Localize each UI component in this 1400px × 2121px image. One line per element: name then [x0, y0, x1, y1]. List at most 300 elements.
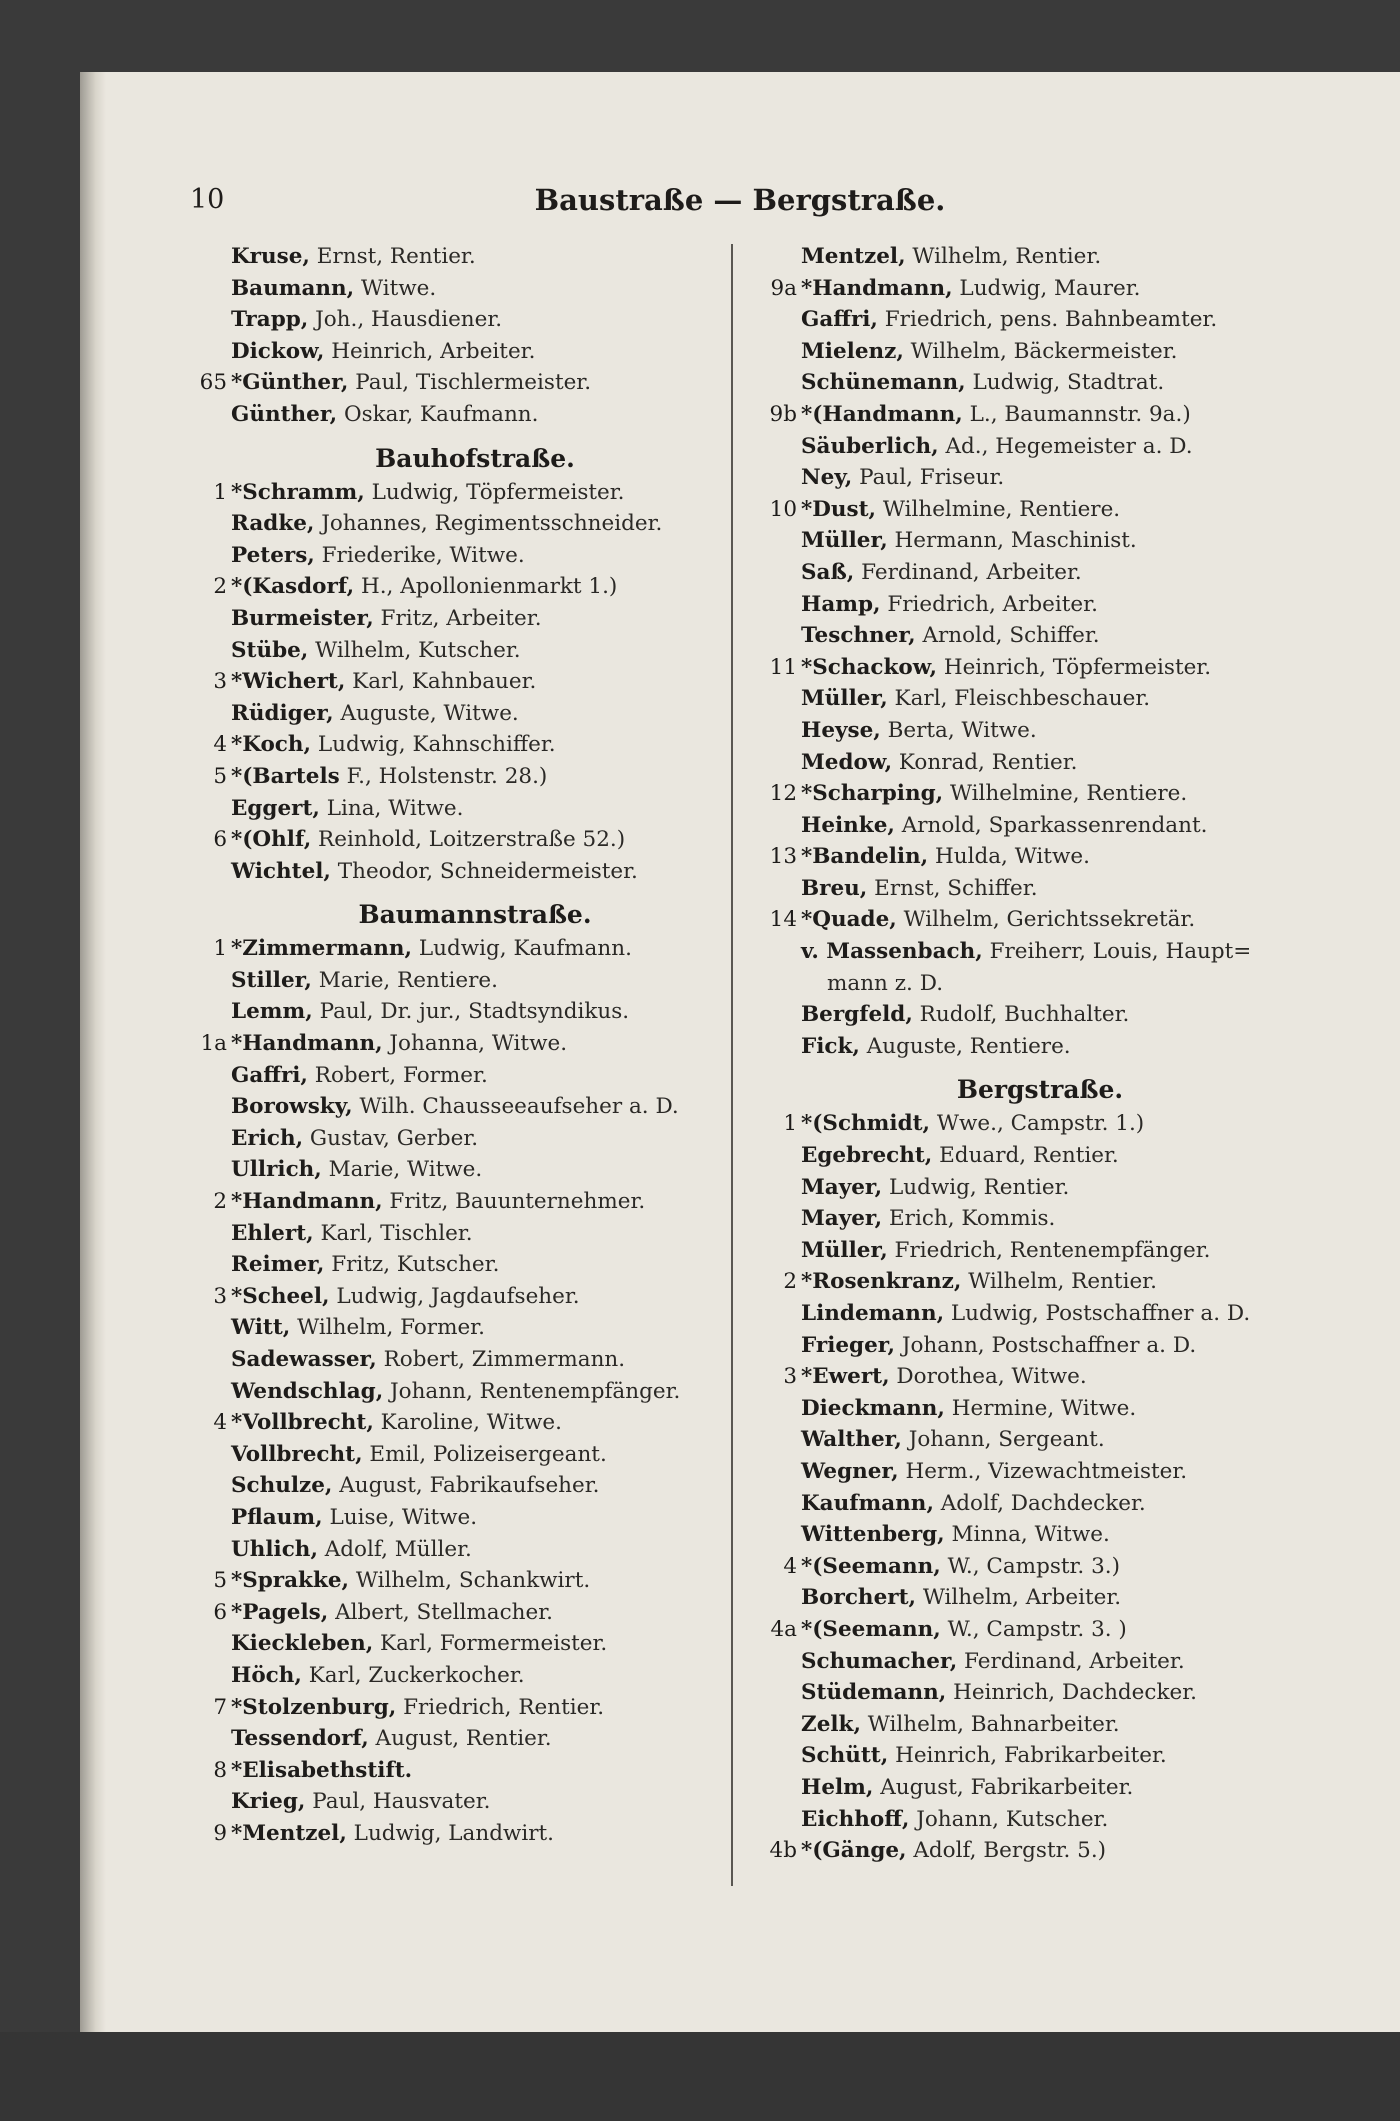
entry-text [231, 1628, 607, 1660]
resident-details: Adolf, Dachdecker. [933, 1490, 1146, 1516]
entry-text [801, 999, 1129, 1031]
resident-details: Paul, Hausvater. [305, 1789, 491, 1815]
directory-entry [745, 1772, 1285, 1804]
entry-text [801, 715, 1037, 747]
entry-text [231, 1407, 562, 1439]
entry-text [801, 652, 1211, 684]
house-number: 2 [783, 1269, 797, 1295]
directory-entry [745, 494, 1285, 526]
page-number: 10 [190, 184, 225, 215]
directory-entry [745, 683, 1285, 715]
resident-details: H., Apollonienmarkt 1.) [354, 574, 618, 600]
entry-text [231, 933, 632, 965]
directory-entry [175, 824, 725, 856]
resident-details: Johann, Kutscher. [909, 1806, 1109, 1832]
resident-name: *(Bartels [231, 763, 340, 789]
entry-text [231, 367, 591, 399]
resident-name: *Scharping, [801, 781, 944, 807]
resident-name: *(Kasdorf, [231, 574, 355, 600]
resident-name: Erich, [231, 1125, 304, 1151]
entry-text [231, 1154, 482, 1186]
resident-name: *Schramm, [231, 479, 365, 505]
directory-entry [175, 508, 725, 540]
resident-details: Wilhelm, Former. [290, 1315, 485, 1341]
directory-entry [745, 1424, 1285, 1456]
resident-name: *Koch, [231, 732, 312, 758]
directory-entry [745, 367, 1285, 399]
resident-details: Rudolf, Buchhalter. [912, 1002, 1130, 1028]
resident-name: Müller, [801, 686, 888, 712]
directory-entry [175, 1028, 725, 1060]
resident-details: Friedrich, pens. Bahnbeamter. [877, 307, 1218, 333]
resident-details: Ferdinand, Arbeiter. [957, 1648, 1185, 1674]
resident-name: Müller, [801, 528, 888, 554]
entry-text [801, 1551, 1120, 1583]
resident-name: Günther, [231, 401, 338, 427]
scan-background [0, 2032, 1400, 2121]
resident-name: *Scheel, [231, 1283, 330, 1309]
entry-text [801, 304, 1217, 336]
entry-text [801, 1488, 1146, 1520]
entry-text [801, 589, 1098, 621]
entry-text [801, 1709, 1120, 1741]
directory-entry [745, 273, 1285, 305]
resident-details: Arnold, Schiffer. [915, 623, 1100, 649]
resident-name: Walther, [801, 1427, 902, 1453]
entry-text [801, 1835, 1106, 1867]
directory-entry [745, 557, 1285, 589]
resident-details: Auguste, Witwe. [333, 700, 519, 726]
resident-name: *Zimmermann, [231, 936, 413, 962]
street-heading: Bergstraße. [956, 1075, 1124, 1105]
directory-entry [745, 1266, 1285, 1298]
page-binding-edge [80, 72, 106, 2032]
entry-text [801, 1646, 1185, 1678]
resident-name: Radke, [231, 511, 315, 537]
running-title: Baustraße — Bergstraße. [534, 183, 946, 217]
resident-name: *(Handmann, [801, 401, 963, 427]
resident-details: Wilhelm, Rentier. [905, 244, 1102, 269]
directory-entry [745, 1646, 1285, 1678]
directory-entry [175, 273, 725, 305]
resident-details: Wilhelm, Schankwirt. [349, 1568, 591, 1594]
directory-entry [745, 336, 1285, 368]
directory-entry [745, 715, 1285, 747]
directory-entry [745, 1551, 1285, 1583]
resident-details: Fritz, Bauunternehmer. [382, 1189, 646, 1215]
directory-entry [745, 1519, 1285, 1551]
resident-name: Helm, [801, 1774, 874, 1800]
directory-entry [745, 904, 1285, 936]
entry-text [231, 603, 542, 635]
resident-name: *Wichert, [231, 669, 346, 695]
directory-entry [745, 778, 1285, 810]
directory-entry [175, 571, 725, 603]
entry-text [231, 965, 498, 997]
house-number: 13 [769, 844, 797, 870]
resident-name: Peters, [231, 542, 315, 568]
house-number: 7 [213, 1694, 227, 1720]
resident-details: Ferdinand, Arbeiter. [854, 559, 1082, 585]
resident-name: Kruse, [231, 244, 310, 269]
entry-text [231, 1123, 478, 1155]
resident-name: Tessendorf, [231, 1726, 369, 1752]
directory-entry [745, 241, 1285, 273]
directory-entry [175, 666, 725, 698]
directory-entry [175, 698, 725, 730]
resident-name: *Handmann, [231, 1189, 383, 1215]
resident-details: Heinrich, Dachdecker. [946, 1680, 1197, 1706]
resident-name: Schütt, [801, 1743, 889, 1769]
page-header [0, 180, 1400, 220]
directory-entry [175, 1786, 725, 1818]
resident-name: Krieg, [231, 1789, 306, 1815]
resident-details: Friedrich, Rentier. [396, 1694, 605, 1720]
directory-entry [175, 1344, 725, 1376]
resident-details: Robert, Former. [307, 1062, 488, 1088]
entry-text [231, 1565, 590, 1597]
resident-details: Robert, Zimmermann. [376, 1347, 626, 1372]
resident-name: Reimer, [231, 1252, 325, 1278]
house-number: 9 [213, 1820, 227, 1846]
house-number: 14 [769, 907, 797, 933]
house-number: 4 [213, 1410, 227, 1436]
resident-name: Mayer, [801, 1174, 883, 1200]
right-column [745, 241, 1285, 1867]
resident-name: Fick, [801, 1033, 860, 1059]
entry-text [801, 1330, 1196, 1362]
resident-details: Ludwig, Jagdaufseher. [329, 1283, 580, 1309]
resident-name: Schünemann, [801, 370, 966, 396]
resident-name: Trapp, [231, 307, 309, 333]
entry-text [231, 996, 629, 1028]
directory-entry [745, 1172, 1285, 1204]
resident-name: Ehlert, [231, 1220, 314, 1246]
house-number: 9a [770, 275, 797, 301]
resident-name: Stiller, [231, 967, 312, 993]
resident-details: Ludwig, Kaufmann. [412, 936, 632, 962]
entry-text [801, 1172, 1069, 1204]
directory-entry [175, 540, 725, 572]
resident-details: W., Campstr. 3. ) [940, 1616, 1127, 1642]
directory-entry [175, 1218, 725, 1250]
column-divider [731, 244, 733, 1886]
resident-details: Karl, Fleischbeschauer. [887, 686, 1151, 712]
resident-name: Ullrich, [231, 1157, 322, 1183]
resident-name: *(Seemann, [801, 1553, 941, 1579]
entry-text [801, 494, 1120, 526]
directory-entry [175, 1692, 725, 1724]
entry-text [231, 508, 662, 540]
resident-name: Dickow, [231, 338, 325, 364]
resident-name: *Vollbrecht, [231, 1410, 374, 1436]
directory-entry [175, 761, 725, 793]
entry-text [231, 540, 525, 572]
resident-details: Minna, Witwe. [944, 1522, 1110, 1548]
resident-name: Stüdemann, [801, 1680, 947, 1706]
entry-text [231, 273, 436, 305]
entry-text [801, 1108, 1144, 1140]
directory-entry [745, 1740, 1285, 1772]
resident-details: Marie, Witwe. [321, 1157, 483, 1183]
resident-details: Witwe. [354, 275, 437, 301]
resident-name: Baumann, [231, 275, 355, 301]
resident-details: Eduard, Rentier. [932, 1143, 1119, 1169]
directory-entry [745, 1835, 1285, 1867]
entry-text [231, 1597, 553, 1629]
house-number: 1 [213, 479, 227, 505]
resident-details: Luise, Witwe. [322, 1504, 478, 1530]
directory-entry [175, 1281, 725, 1313]
directory-entry [745, 1203, 1285, 1235]
directory-entry [175, 399, 725, 431]
resident-details: Emil, Polizeisergeant. [362, 1441, 607, 1467]
directory-entry [745, 1330, 1285, 1362]
entry-text [231, 1534, 472, 1566]
directory-entry [175, 793, 725, 825]
entry-text [801, 1772, 1133, 1804]
resident-details: F., Holstenstr. 28.) [339, 763, 548, 789]
directory-entry [175, 1186, 725, 1218]
directory-entry [175, 304, 725, 336]
resident-name: Mentzel, [801, 244, 906, 269]
entry-text [231, 1786, 490, 1818]
entry-text [231, 304, 502, 336]
directory-entry [175, 1470, 725, 1502]
directory-entry [745, 841, 1285, 873]
resident-details: Wilhelm, Gerichtssekretär. [896, 907, 1196, 933]
entry-text [231, 336, 535, 368]
entry-text [801, 1266, 1157, 1298]
resident-name: Vollbrecht, [231, 1441, 363, 1467]
resident-details: Paul, Tischlermeister. [348, 370, 592, 396]
entry-continuation [745, 968, 1285, 1000]
entry-text [231, 666, 536, 698]
entry-text [801, 1424, 1105, 1456]
directory-entry [745, 747, 1285, 779]
left-column [175, 241, 725, 1850]
directory-entry [745, 1614, 1285, 1646]
resident-name: *(Seemann, [801, 1616, 941, 1642]
resident-name: Witt, [231, 1315, 291, 1341]
entry-text [231, 1344, 625, 1376]
entry-text [801, 336, 1177, 368]
entry-text [231, 1028, 567, 1060]
resident-details: Ludwig, Rentier. [882, 1174, 1070, 1200]
resident-details: Johann, Rentenempfänger. [383, 1378, 681, 1404]
resident-name: Schumacher, [801, 1648, 958, 1674]
resident-name: Burmeister, [231, 605, 374, 631]
resident-details: August, Fabrikaufseher. [332, 1473, 600, 1499]
resident-name: Heinke, [801, 812, 895, 838]
directory-entry [175, 1376, 725, 1408]
directory-entry [745, 462, 1285, 494]
entry-text [231, 1439, 607, 1471]
directory-entry [175, 1091, 725, 1123]
resident-name: Wittenberg, [801, 1522, 945, 1548]
resident-name: *Dust, [801, 496, 877, 522]
directory-entry [745, 304, 1285, 336]
directory-entry [175, 996, 725, 1028]
house-number: 2 [213, 574, 227, 600]
directory-entry [745, 1456, 1285, 1488]
house-number: 5 [213, 1568, 227, 1594]
resident-details: Karl, Tischler. [313, 1220, 473, 1246]
entry-text [231, 571, 617, 603]
house-number: 2 [213, 1189, 227, 1215]
resident-details: Lina, Witwe. [319, 795, 464, 821]
resident-name: Frieger, [801, 1332, 896, 1358]
directory-entry [745, 1582, 1285, 1614]
resident-name: Dieckmann, [801, 1395, 945, 1421]
entry-text [231, 1660, 525, 1692]
directory-entry [175, 635, 725, 667]
resident-name: Egebrecht, [801, 1143, 933, 1169]
resident-details: Ernst, Schiffer. [867, 875, 1038, 901]
entry-text [231, 729, 556, 761]
entry-text [801, 747, 1077, 779]
resident-name: Schulze, [231, 1473, 333, 1499]
resident-details: Fritz, Kutscher. [324, 1252, 500, 1278]
house-number: 5 [213, 763, 227, 789]
resident-details: Karl, Zuckerkocher. [301, 1662, 525, 1688]
entry-text [231, 1249, 499, 1281]
resident-name: *Elisabethstift. [231, 1757, 413, 1783]
house-number: 3 [213, 1283, 227, 1309]
entry-text [801, 1031, 1071, 1063]
directory-entry [745, 589, 1285, 621]
directory-entry [175, 1439, 725, 1471]
resident-details: Karl, Formermeister. [373, 1631, 608, 1657]
resident-name: Borowsky, [231, 1094, 353, 1120]
resident-details: Adolf, Müller. [317, 1536, 472, 1562]
resident-details: Ludwig, Postschaffner a. D. [944, 1301, 1251, 1326]
resident-name: Kieckleben, [231, 1631, 374, 1657]
resident-details: Wilh. Chausseeaufseher a. D. [352, 1094, 679, 1120]
resident-name: Wegner, [801, 1458, 899, 1484]
entry-text [827, 968, 943, 1000]
house-number: 8 [213, 1757, 227, 1783]
resident-details: Gustav, Gerber. [303, 1125, 479, 1151]
entry-text [231, 1312, 485, 1344]
entry-text [231, 856, 638, 888]
resident-name: Uhlich, [231, 1536, 318, 1562]
resident-details: Karl, Kahnbauer. [345, 669, 537, 695]
resident-name: Sadewasser, [231, 1347, 377, 1372]
resident-details: Wilhelm, Rentier. [961, 1269, 1157, 1295]
resident-name: Müller, [801, 1237, 888, 1263]
directory-entry [175, 933, 725, 965]
entry-text [801, 1582, 1121, 1614]
entry-text [801, 936, 1251, 968]
resident-details: Wilhelm, Arbeiter. [916, 1585, 1122, 1611]
resident-details: Albert, Stellmacher. [328, 1599, 553, 1625]
resident-details: Wwe., Campstr. 1.) [930, 1111, 1145, 1137]
resident-details: Freiherr, Louis, Haupt= [982, 939, 1252, 965]
directory-entry [175, 1502, 725, 1534]
entry-text [801, 1614, 1127, 1646]
house-number: 4 [213, 732, 227, 758]
resident-details: Joh., Hausdiener. [308, 307, 503, 333]
entry-text [231, 1755, 412, 1787]
directory-entry [175, 856, 725, 888]
entry-text [801, 399, 1191, 431]
entry-text [231, 1502, 477, 1534]
directory-entry [175, 1123, 725, 1155]
entry-text [801, 273, 1140, 305]
directory-entry [745, 431, 1285, 463]
directory-entry [745, 936, 1285, 968]
house-number: 6 [213, 1599, 227, 1625]
entry-text [801, 683, 1150, 715]
entry-text [801, 778, 1187, 810]
resident-details: Arnold, Sparkassenrendant. [894, 812, 1208, 838]
directory-entry [175, 1060, 725, 1092]
directory-entry [175, 1249, 725, 1281]
entry-text [231, 793, 463, 825]
resident-details: Hulda, Witwe. [928, 844, 1090, 870]
resident-details: Adolf, Bergstr. 5.) [906, 1838, 1107, 1864]
entry-text [801, 620, 1100, 652]
resident-details: Ludwig, Töpfermeister. [364, 479, 625, 505]
house-number: 1 [783, 1111, 797, 1137]
resident-details: Konrad, Rentier. [892, 749, 1078, 775]
entry-text [231, 241, 476, 273]
entry-text [231, 1818, 554, 1850]
resident-name: Medow, [801, 749, 893, 775]
directory-entry [175, 1407, 725, 1439]
resident-details: Reinhold, Loitzerstraße 52.) [311, 827, 626, 853]
entry-text [801, 1140, 1119, 1172]
directory-entry [745, 999, 1285, 1031]
house-number: 3 [783, 1364, 797, 1390]
directory-entry [745, 1298, 1285, 1330]
resident-details: Heinrich, Arbeiter. [324, 338, 536, 364]
resident-name: *Günther, [231, 370, 349, 396]
resident-details: Hermine, Witwe. [944, 1395, 1137, 1421]
directory-entry [175, 965, 725, 997]
resident-details: Friedrich, Rentenempfänger. [887, 1237, 1211, 1263]
resident-details: Heinrich, Töpfermeister. [937, 654, 1212, 680]
resident-name: Hamp, [801, 591, 881, 617]
directory-entry [745, 1393, 1285, 1425]
resident-name: Säuberlich, [801, 433, 939, 459]
house-number: 1 [213, 936, 227, 962]
resident-name: Mielenz, [801, 338, 904, 364]
directory-entry [175, 1565, 725, 1597]
resident-details: Wilhelm, Bahnarbeiter. [860, 1711, 1120, 1737]
entry-text [801, 1298, 1250, 1330]
entry-text [231, 399, 538, 431]
resident-details: Ludwig, Maurer. [952, 275, 1141, 301]
entry-text [801, 431, 1193, 463]
house-number: 4 [783, 1553, 797, 1579]
entry-text [801, 241, 1101, 273]
directory-entry [745, 620, 1285, 652]
resident-details: Karoline, Witwe. [373, 1410, 562, 1436]
directory-entry [175, 1597, 725, 1629]
directory-entry [745, 810, 1285, 842]
entry-text [801, 1393, 1136, 1425]
resident-name: Saß, [801, 559, 855, 585]
resident-details: Marie, Rentiere. [311, 967, 498, 993]
resident-name: Teschner, [801, 623, 916, 649]
entry-text [231, 1091, 679, 1123]
resident-details: Johannes, Regimentsschneider. [314, 511, 663, 537]
directory-entry [745, 1804, 1285, 1836]
resident-name: *Rosenkranz, [801, 1269, 962, 1295]
resident-name: Lindemann, [801, 1301, 945, 1326]
